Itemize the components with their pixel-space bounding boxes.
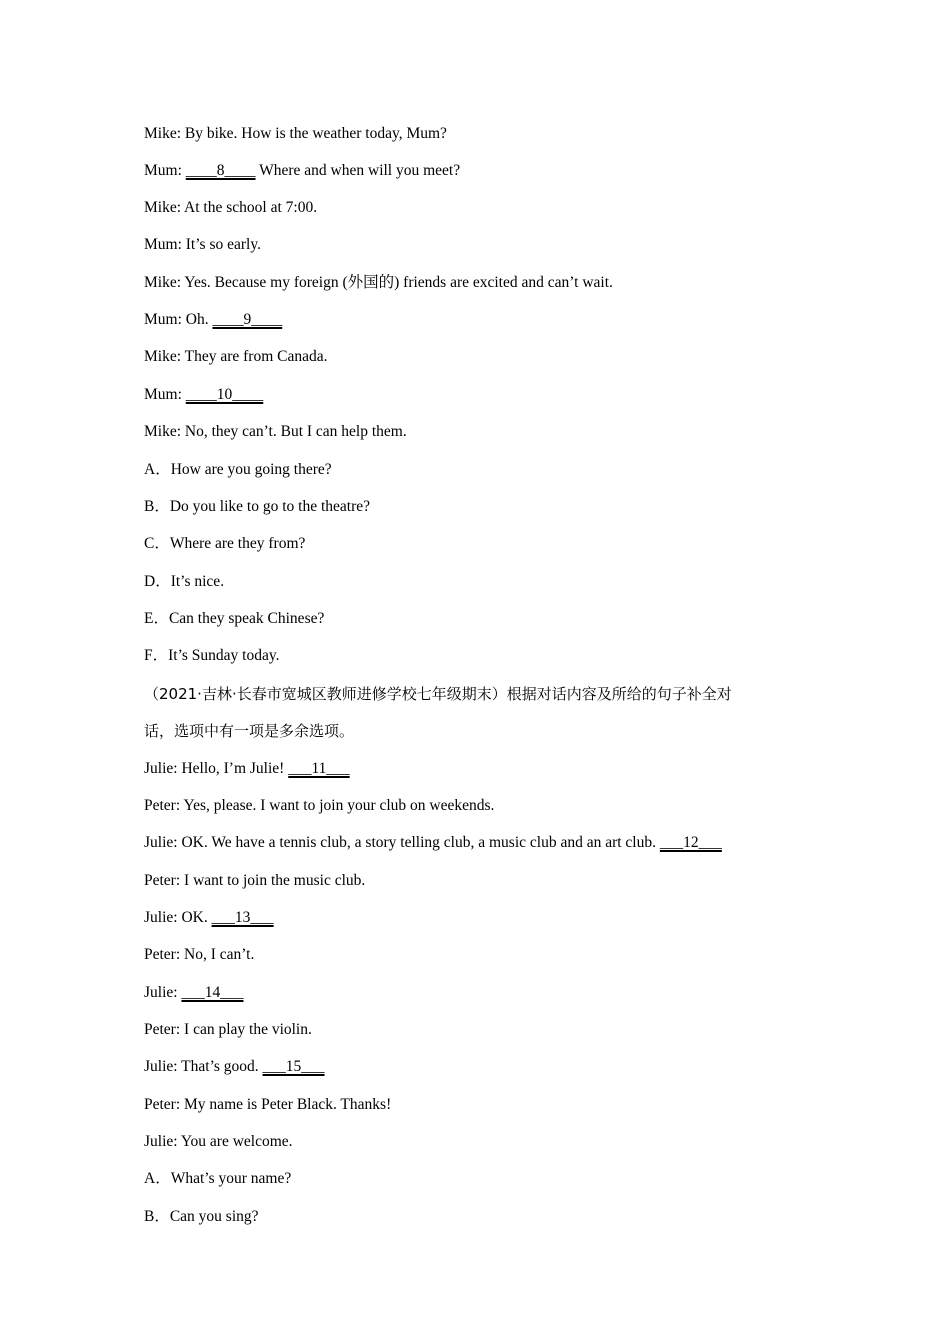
dialogue-line: Mum: It’s so early. xyxy=(144,236,261,253)
dialogue-line: Julie: You are welcome. xyxy=(144,1133,293,1150)
option-item: E．Can they speak Chinese? xyxy=(144,610,325,627)
option-item: D．It’s nice. xyxy=(144,573,225,590)
dialogue-line: Mike: By bike. How is the weather today, Mum? xyxy=(144,125,447,142)
answer-blank: ____10____ xyxy=(185,386,264,403)
dialogue-line: Julie: Hello, I’m Julie! ___11___ xyxy=(144,760,350,777)
option-item: B．Do you like to go to the theatre? xyxy=(144,498,370,515)
answer-blank: ____8____ xyxy=(185,162,256,179)
dialogue-line: Peter: My name is Peter Black. Thanks! xyxy=(144,1096,392,1113)
option-item: C．Where are they from? xyxy=(144,535,306,552)
dialogue-line: Mike: No, they can’t. But I can help them. xyxy=(144,423,407,440)
dialogue-line: Julie: ___14___ xyxy=(144,984,244,1001)
dialogue-line: Peter: No, I can’t. xyxy=(144,946,255,963)
dialogue-line: Peter: I want to join the music club. xyxy=(144,872,366,889)
dialogue-line: Mike: Yes. Because my foreign (外国的) friends are excited and can’t wait. xyxy=(144,274,613,291)
dialogue-line: Mum: Oh. ____9____ xyxy=(144,311,283,328)
dialogue-line: Mike: At the school at 7:00. xyxy=(144,199,318,216)
dialogue-line: Julie: OK. We have a tennis club, a story telling club, a music club and an art club. ___12___ xyxy=(144,834,722,851)
answer-blank: ___15___ xyxy=(262,1058,325,1075)
dialogue-line: Peter: I can play the violin. xyxy=(144,1021,312,1038)
option-item: F．It’s Sunday today. xyxy=(144,647,280,664)
answer-blank: ____9____ xyxy=(212,311,283,328)
option-item: A．What’s your name? xyxy=(144,1170,292,1187)
dialogue-line: Julie: That’s good. ___15___ xyxy=(144,1058,325,1075)
question-instruction: 话，选项中有一项是多余选项。 xyxy=(144,722,355,740)
answer-blank: ___12___ xyxy=(659,834,722,851)
answer-blank: ___13___ xyxy=(211,909,274,926)
dialogue-line: Julie: OK. ___13___ xyxy=(144,909,274,926)
question-instruction: （2021·吉林·长春市宽城区教师进修学校七年级期末）根据对话内容及所给的句子补全对 xyxy=(144,685,732,703)
dialogue-line: Peter: Yes, please. I want to join your club on weekends. xyxy=(144,797,495,814)
dialogue-line: Mum: ____10____ xyxy=(144,386,264,403)
option-item: B．Can you sing? xyxy=(144,1208,259,1225)
dialogue-line: Mike: They are from Canada. xyxy=(144,348,328,365)
option-item: A．How are you going there? xyxy=(144,461,332,478)
dialogue-line: Mum: ____8____ Where and when will you meet? xyxy=(144,162,461,179)
answer-blank: ___11___ xyxy=(288,760,350,777)
answer-blank: ___14___ xyxy=(181,984,244,1001)
